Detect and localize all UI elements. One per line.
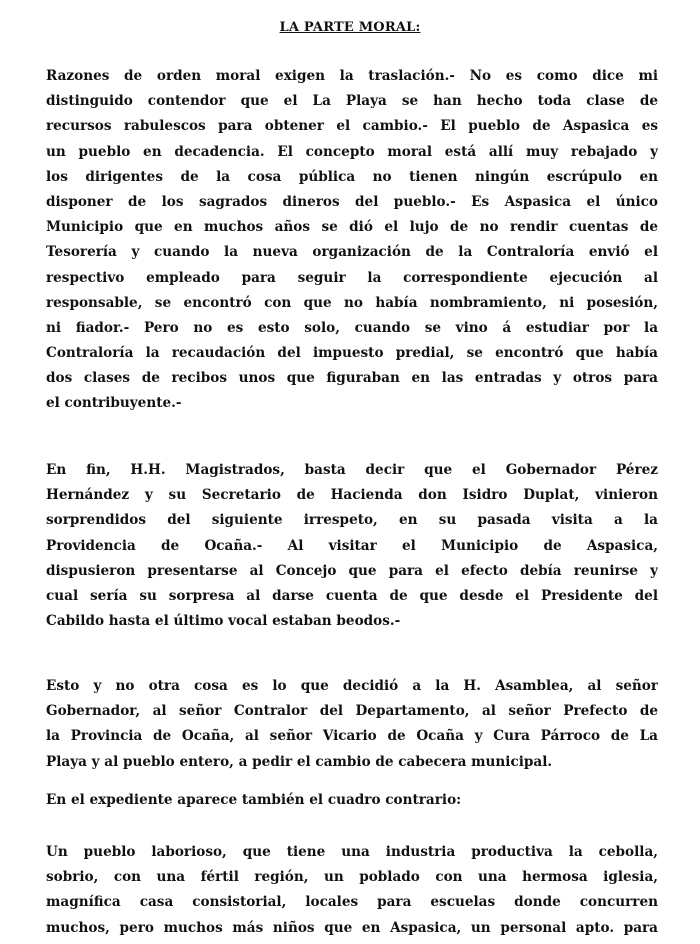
text-line: En fin, H.H. Magistrados, basta decir que el Gobernador Pérez [46,462,658,478]
text-line: Razones de orden moral exigen la traslación.- No es como dice mi [46,68,658,84]
text-line: magnífica casa consistorial, locales para escuelas donde concurren [46,894,658,911]
text-line: Un pueblo laborioso, que tiene una industria productiva la cebolla, [46,844,658,860]
text-line: dos clases de recibos unos que figuraban en las entradas y otros para [46,370,658,387]
text-line: responsable, se encontró con que no había nombramiento, ni posesión, [46,294,658,311]
text-line: la Provincia de Ocaña, al señor Vicario de Ocaña y Cura Párroco de La [46,728,658,745]
text-line: el contribuyente.- [46,395,182,412]
text-line: sorprendidos del siguiente irrespeto, en su pasada visita a la [46,512,658,529]
text-line: dispusieron presentarse al Concejo que para el efecto debía reunirse y [46,562,658,579]
text-line: Hernández y su Secretario de Hacienda don Isidro Duplat, vinieron [46,487,658,504]
paragraph-3 [46,674,658,775]
paragraph-4 [46,788,658,813]
text-line: cual sería su sorpresa al darse cuenta de que desde el Presidente del [46,587,658,604]
text-line: distinguido contendor que el La Playa se han hecho toda clase de [46,93,658,110]
text-line: Contraloría la recaudación del impuesto predial, se encontró que había [46,345,658,362]
text-line: muchos, pero muchos más niños que en Aspasica, un personal apto. para [46,919,658,936]
text-line: recursos rabulescos para obtener el cambio.- El pueblo de Aspasica es [46,118,658,135]
text-line: sobrio, con una fértil región, un poblado con una hermosa iglesia, [46,869,658,886]
text-line: respectivo empleado para seguir la correspondiente ejecución al [46,269,658,286]
paragraph-2 [46,458,658,634]
text-line: un pueblo en decadencia. El concepto moral está allí muy rebajado y [46,143,658,160]
text-line: los dirigentes de la cosa pública no tienen ningún escrúpulo en [46,168,658,185]
text-line: Municipio que en muchos años se dió el lujo de no rendir cuentas de [46,219,658,236]
paragraph-5 [46,840,658,941]
paragraph-1 [46,64,658,417]
text-line: Playa y al pueblo entero, a pedir el cambio de cabecera municipal. [46,753,553,770]
text-line: En el expediente aparece también el cuadro contrario: [46,792,462,808]
text-line: Gobernador, al señor Contralor del Departamento, al señor Prefecto de [46,703,658,720]
text-line: ni fiador.- Pero no es esto solo, cuando se vino á estudiar por la [46,319,658,336]
text-line: Cabildo hasta el último vocal estaban beodos.- [46,613,401,630]
text-line: Tesorería y cuando la nueva organización de la Contraloría envió el [46,244,658,261]
text-line: Esto y no otra cosa es lo que decidió a la H. Asamblea, al señor [46,678,658,694]
page-title: LA PARTE MORAL: [279,20,421,35]
text-line: Providencia de Ocaña.- Al visitar el Municipio de Aspasica, [46,537,658,554]
text-line: disponer de los sagrados dineros del pueblo.- Es Aspasica el único [46,193,658,210]
